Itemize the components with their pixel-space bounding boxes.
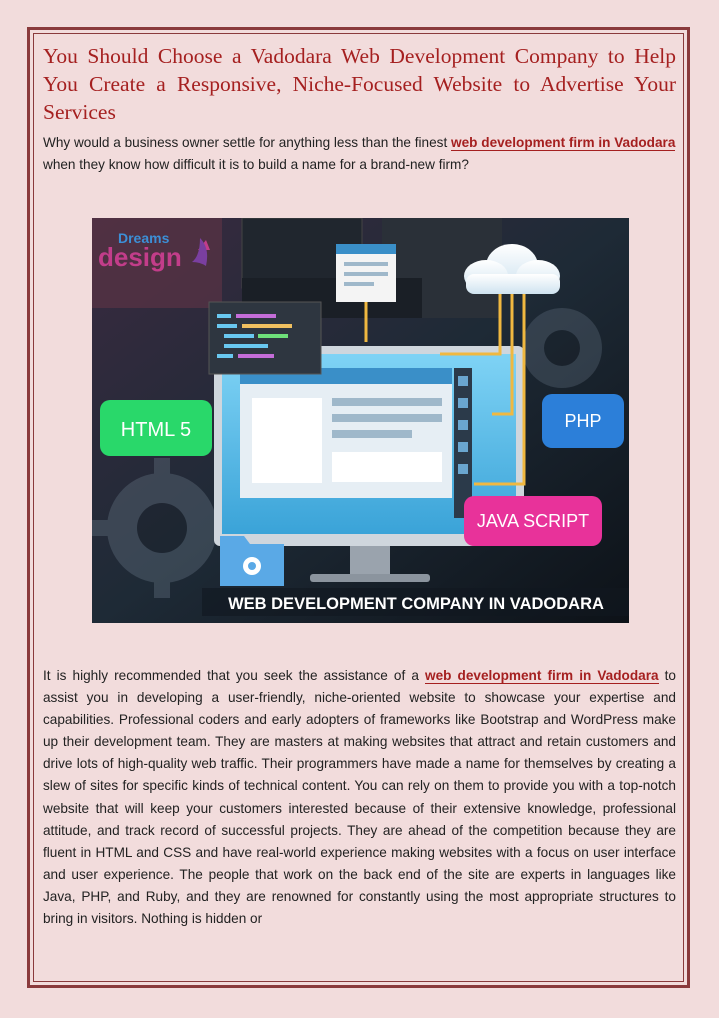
php-label: PHP [564,411,602,431]
hero-caption: WEB DEVELOPMENT COMPANY IN VADODARA [228,595,604,613]
html5-label: HTML 5 [120,419,192,441]
intro-text-start: Why would a business owner settle for anything less than the finest [43,135,452,150]
intro-keyword-link[interactable]: web development firm in Vadodara [451,135,676,150]
page-content [43,42,676,176]
javascript-badge [464,496,602,546]
logo-bottom-text: design [98,242,182,272]
logo-top-text: Dreams [118,230,170,246]
page-title: You Should Choose a Vadodara Web Development Company to Help You Create a Responsive, Niche-Focused Website to Advertise Your Services [43,44,676,124]
body-keyword-link[interactable]: web development firm in Vadodara [425,668,659,683]
javascript-label: JAVA SCRIPT [476,511,590,531]
body-text-start: It is highly recommended that you seek the assistance of a [43,668,425,683]
php-badge [542,394,624,448]
hero-image [92,218,629,623]
body-text-end: to assist you in developing a user-friendly, niche-oriented website to showcase your expertise and capabilities. Professional coders and early adopters of frameworks like Bootstrap and WordPress make up their development team. They are masters at making websites that attract and retain customers and drive lots of high-quality web traffic. Their programmers have made a name for themselves by creating a slew of sites for specific kinds of technical content. You can rely on them to provide you with a top-notch website that will keep your customers interested because of their extensive knowledge, professional attitude, and track record of successful projects. They are ahead of the competition because they are fluent in HTML and CSS and have real-world experience making websites with a focus on user interface and user experience. The people that work on the back end of the site are experts in languages like Java, PHP, and Ruby, and they are renowned for constantly using the most appropriate structures to bring in visitors. Nothing is hidden or [43,668,676,927]
intro-paragraph [43,132,676,176]
html5-badge [100,400,212,456]
body-paragraph [43,665,676,930]
intro-text-end: when they know how difficult it is to build a name for a brand-new firm? [43,157,469,173]
